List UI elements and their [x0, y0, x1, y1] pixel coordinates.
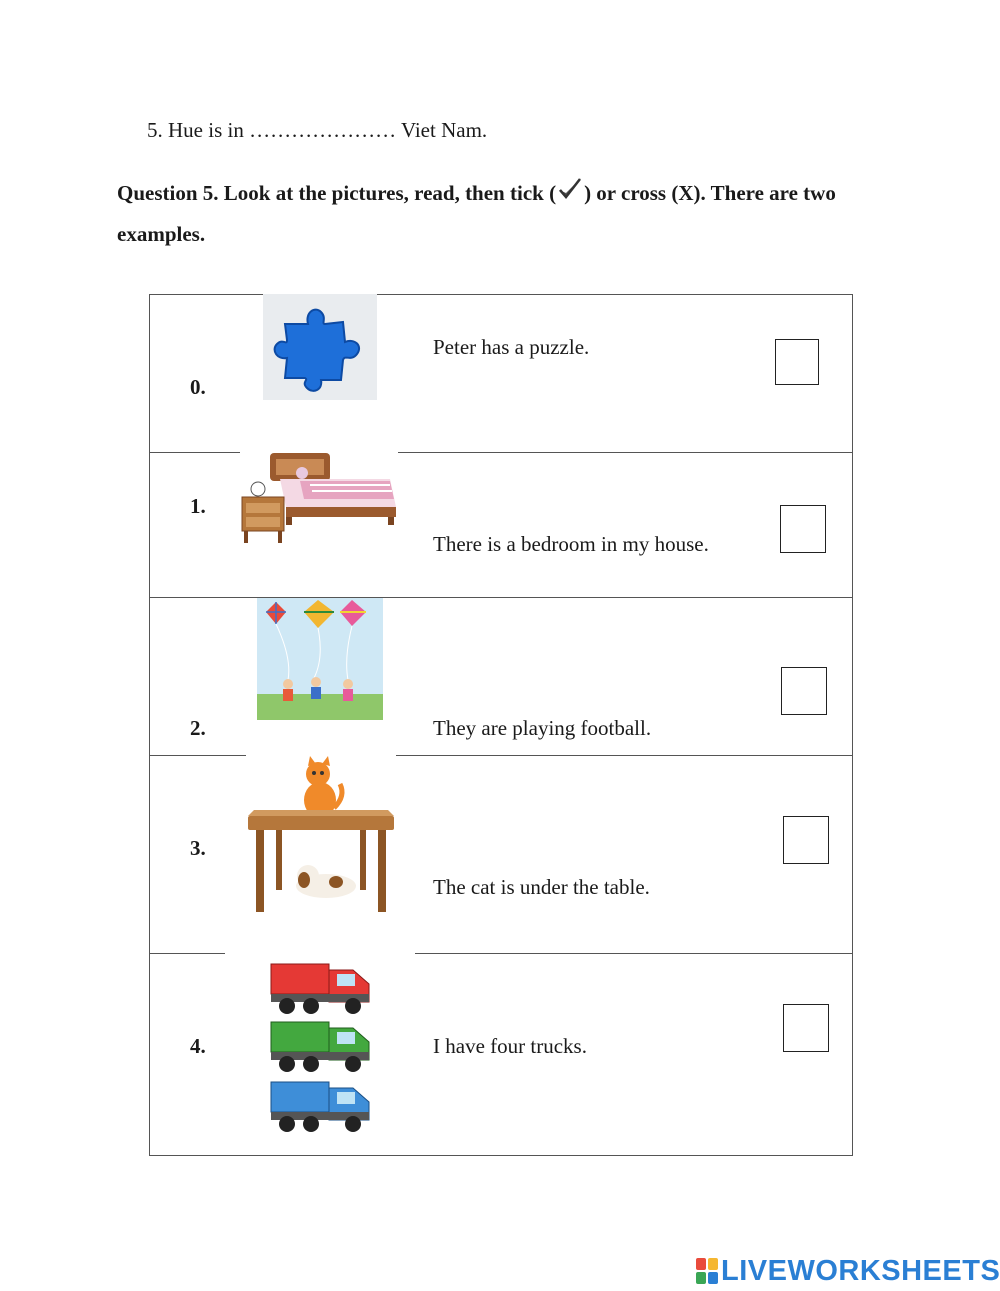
answer-box-4[interactable]	[783, 1004, 829, 1052]
answer-box-2[interactable]	[781, 667, 827, 715]
answer-box-3[interactable]	[783, 816, 829, 864]
puzzle-piece-icon	[263, 294, 377, 400]
logo-text: LIVEWORKSHEETS	[721, 1254, 1000, 1287]
fill-in-sentence-5: 5. Hue is in ………………… Viet Nam.	[147, 118, 488, 142]
three-trucks-icon	[225, 950, 415, 1142]
row-number-0: 0.	[190, 375, 206, 399]
row-number-2: 2.	[190, 716, 206, 740]
bedroom-icon	[240, 449, 398, 545]
answer-box-1[interactable]	[780, 505, 826, 553]
liveworksheets-logo[interactable]	[696, 1254, 1000, 1288]
sentence-3: The cat is under the table.	[433, 875, 650, 899]
question-5-instruction	[117, 174, 877, 254]
sentence-0: Peter has a puzzle.	[433, 335, 590, 359]
cat-on-table-icon	[246, 752, 396, 914]
sentence-1: There is a bedroom in my house.	[433, 532, 709, 556]
sentence-2: They are playing football.	[433, 716, 652, 740]
answer-box-0[interactable]	[775, 339, 819, 385]
logo-blocks-icon	[696, 1258, 718, 1284]
row-number-3: 3.	[190, 836, 206, 860]
row-number-1: 1.	[190, 494, 206, 518]
sentence-4: I have four trucks.	[433, 1034, 587, 1058]
kites-children-icon	[248, 598, 392, 756]
question-text-part1: Question 5. Look at the pictures, read, then tick (	[117, 181, 557, 205]
question-text-part2: ) or cross (X). There are two examples.	[117, 181, 836, 246]
tick-icon	[557, 176, 583, 215]
row-number-4: 4.	[190, 1034, 206, 1058]
